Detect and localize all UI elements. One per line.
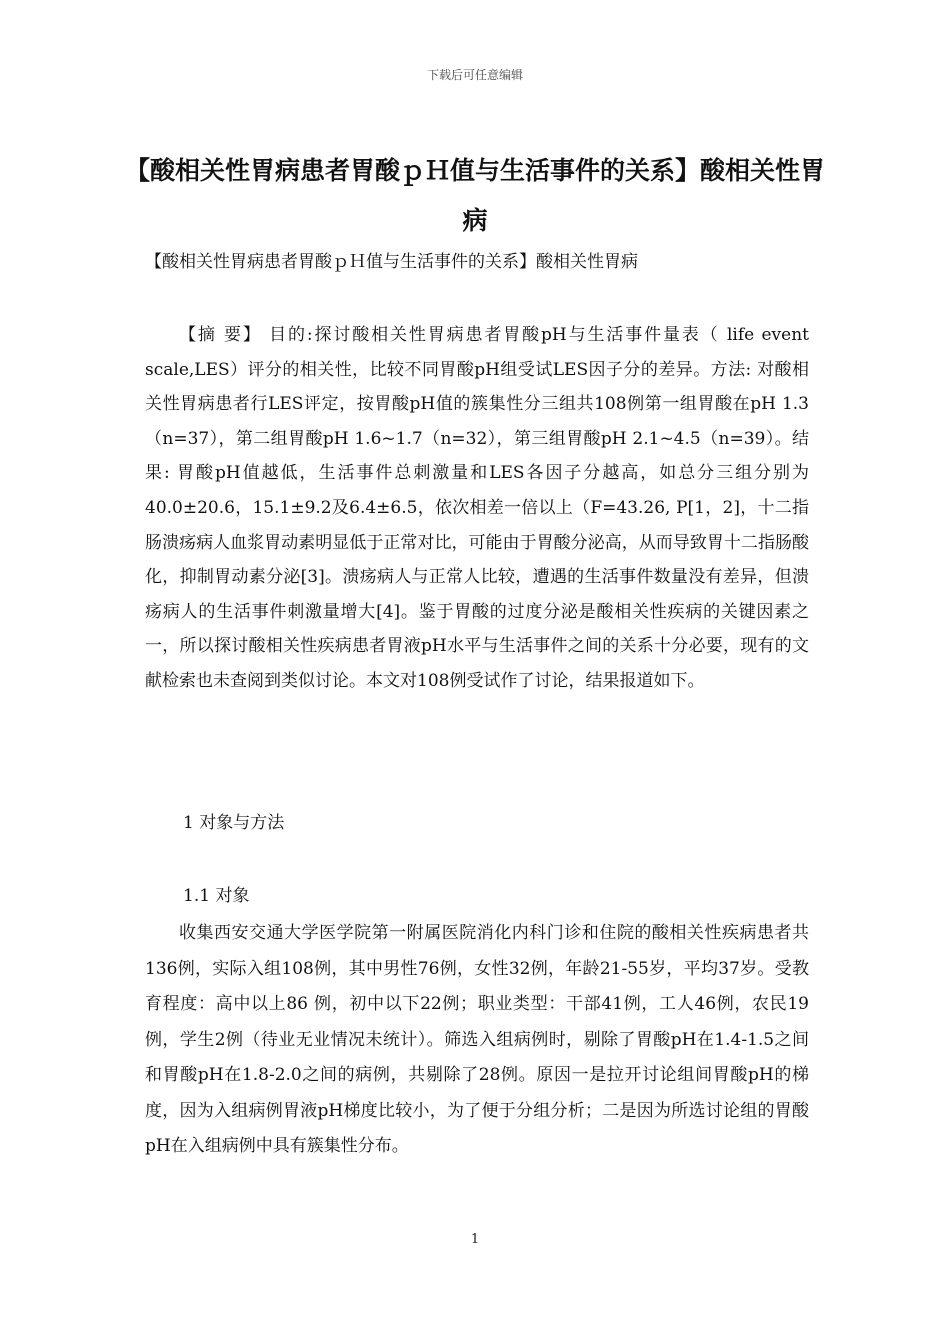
section-heading-1: 1 对象与方法 (183, 813, 285, 833)
abstract-paragraph (145, 318, 809, 699)
abstract-label: 【摘 要】 (179, 325, 262, 345)
document-title: 【酸相关性胃病患者胃酸ｐＨ值与生活事件的关系】酸相关性胃病 (124, 156, 825, 235)
section-heading-1-1: 1.1 对象 (183, 886, 250, 906)
abstract-section (145, 318, 809, 699)
page-number: 1 (470, 1232, 480, 1247)
abstract-text: 目的:探讨酸相关性胃病患者胃酸pH与生活事件量表（ life event scale,LES）评分的相关性，比较不同胃酸pH组受试LES因子分的差异。方法: 对酸相关性胃病患者行LES评定，按胃酸pH值的簇集性分三组共108例第一组胃酸在pH 1.3（n=37），第二组胃酸pH 1.6~1.7（n=32），第三组胃酸pH 2.1~4.5（n=39）。结果: 胃酸pH值越低，生活事件总刺激量和LES各因子分越高，如总分三组分别为40.0±20.6，15.1±9.2及6.4±6.5，依次相差一倍以上（F=43.26, P[1，2]，十二指肠溃疡病人血浆胃动素明显低于正常对比，可能由于胃酸分泌高，从而导致胃十二指肠酸化，抑制胃动素分泌[3]。溃疡病人与正常人比较，遭遇的生活事件数量没有差异，但溃疡病人的生活事件刺激量增大[4]。鉴于胃酸的过度分泌是酸相关性疾病的关键因素之一，所以探讨酸相关性疾病患者胃液pH水平与生活事件之间的关系十分必要，现有的文献检索也未查阅到类似讨论。本文对108例受试作了讨论，结果报道如下。 (145, 325, 809, 691)
section-1-1-paragraph: 收集西安交通大学医学院第一附属医院消化内科门诊和住院的酸相关性疾病患者共136例，实际入组108例，其中男性76例，女性32例，年龄21-55岁，平均37岁。受教育程度：高中以上86 例，初中以下22例；职业类型：干部41例，工人46例，农民19例，学生2例（待业无业情况未统计）。筛选入组病例时，剔除了胃酸pH在1.4-1.5之间和胃酸pH在1.8-2.0之间的病例，共剔除了28例。原因一是拉开讨论组间胃酸pH的梯度，因为入组病例胃液pH梯度比较小，为了便于分组分析；二是因为所选讨论组的胃酸pH在入组病例中具有簇集性分布。 (145, 923, 809, 1156)
header-note: 下载后可任意编辑 (426, 68, 523, 82)
section-1-1-body (145, 916, 809, 1165)
document-subtitle: 【酸相关性胃病患者胃酸ｐＨ值与生活事件的关系】酸相关性胃病 (145, 252, 638, 272)
